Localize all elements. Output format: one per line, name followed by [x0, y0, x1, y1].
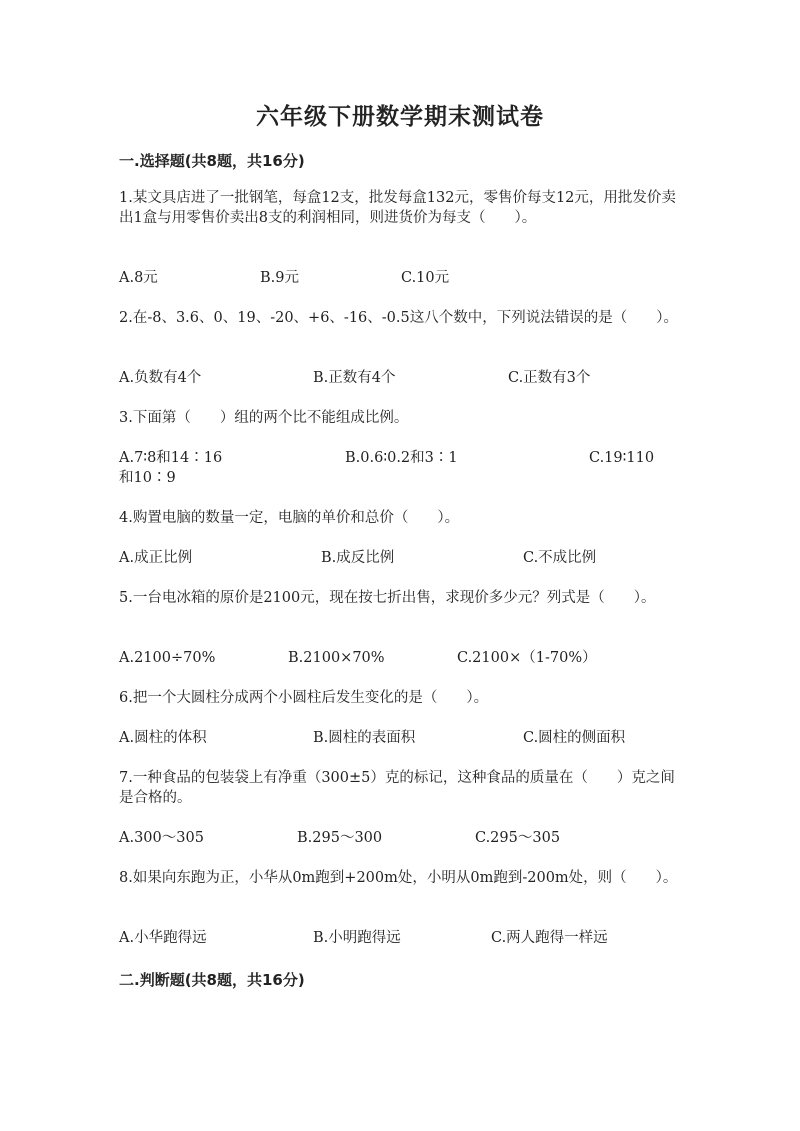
- question-7-options: [119, 828, 689, 848]
- option-c: C.19∶110: [589, 450, 655, 466]
- option-b: B.0.6∶0.2和3∶1: [345, 450, 458, 466]
- option-c: C.10元: [401, 270, 450, 286]
- option-a: A.7∶8和14∶16: [119, 450, 223, 466]
- question-2: 2.在-8、3.6、0、19、-20、+6、-16、-0.5这八个数中，下列说法错误的是（ ）。: [119, 310, 678, 326]
- question-1: 1.某文具店进了一批钢笔，每盒12支，批发每盒132元，零售价每支12元，用批发价卖出1盒与用零售价卖出8支的利润相同，则进货价为每支（ ）。: [119, 190, 676, 226]
- question-5: 5.一台电冰箱的原价是2100元，现在按七折出售，求现价多少元？列式是（ ）。: [119, 590, 656, 606]
- option-a: A.圆柱的体积: [119, 730, 207, 746]
- section-heading-judgment: 二.判断题(共8题，共16分): [119, 971, 305, 989]
- option-c: C.两人跑得一样远: [491, 930, 608, 946]
- option-b: B.295～300: [297, 830, 383, 846]
- question-8-options: [119, 928, 689, 948]
- question-3: 3.下面第（ ）组的两个比不能组成比例。: [119, 410, 409, 426]
- option-a: A.负数有4个: [119, 370, 202, 386]
- option-c: C.正数有3个: [508, 370, 591, 386]
- option-c: C.圆柱的侧面积: [523, 730, 626, 746]
- option-b: B.小明跑得远: [313, 930, 401, 946]
- question-5-options: [119, 648, 689, 668]
- option-a: A.2100÷70%: [119, 650, 216, 666]
- question-2-options: [119, 368, 689, 388]
- option-c: C.2100×（1-70%）: [457, 650, 597, 666]
- option-a: A.8元: [119, 270, 158, 286]
- option-a: A.成正比例: [119, 550, 193, 566]
- section-heading-choice: 一.选择题(共8题，共16分): [119, 152, 305, 170]
- option-b: B.圆柱的表面积: [313, 730, 416, 746]
- page-title: 六年级下册数学期末测试卷: [256, 103, 544, 130]
- question-6: 6.把一个大圆柱分成两个小圆柱后发生变化的是（ ）。: [119, 690, 489, 706]
- option-a: A.300～305: [119, 830, 204, 846]
- question-8: 8.如果向东跑为正，小华从0m跑到+200m处，小明从0m跑到-200m处，则（ ）。: [119, 870, 678, 886]
- question-7: 7.一种食品的包装袋上有净重（300±5）克的标记，这种食品的质量在（ ）克之间是合格的。: [119, 770, 675, 806]
- question-3-options: [119, 448, 689, 468]
- option-b: B.成反比例: [321, 550, 395, 566]
- question-6-options: [119, 728, 689, 748]
- question-4-options: [119, 548, 689, 568]
- question-1-options: [119, 268, 689, 288]
- question-4: 4.购置电脑的数量一定，电脑的单价和总价（ ）。: [119, 510, 460, 526]
- option-b: B.2100×70%: [288, 650, 385, 666]
- option-b: B.9元: [260, 270, 299, 286]
- option-b: B.正数有4个: [313, 370, 396, 386]
- option-a: A.小华跑得远: [119, 930, 207, 946]
- option-c: C.不成比例: [523, 550, 597, 566]
- option-c: C.295～305: [475, 830, 561, 846]
- option-c-continuation: 和10∶9: [119, 470, 176, 486]
